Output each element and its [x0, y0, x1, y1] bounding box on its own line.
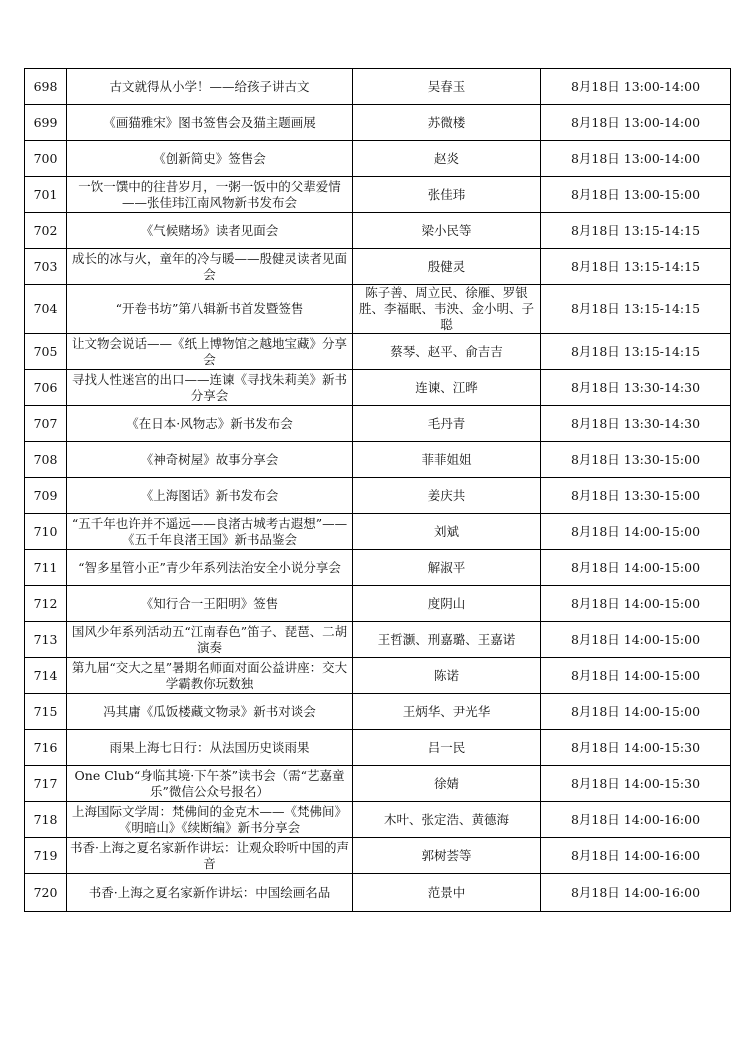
event-number: 710: [25, 514, 67, 550]
event-number: 705: [25, 334, 67, 370]
table-row: [25, 141, 731, 177]
event-guests: 吕一民: [353, 730, 541, 766]
event-guests: 赵炎: [353, 141, 541, 177]
event-number: 718: [25, 802, 67, 838]
event-guests: 毛丹青: [353, 406, 541, 442]
event-guests: 苏微楼: [353, 105, 541, 141]
event-time: 8月18日 14:00-15:30: [541, 766, 731, 802]
event-time: 8月18日 14:00-15:00: [541, 658, 731, 694]
event-time: 8月18日 13:30-14:30: [541, 370, 731, 406]
event-number: 708: [25, 442, 67, 478]
event-number: 700: [25, 141, 67, 177]
event-number: 716: [25, 730, 67, 766]
event-title: 成长的冰与火，童年的冷与暖——殷健灵读者见面会: [67, 249, 353, 285]
table-row: [25, 514, 731, 550]
event-title: 《气候赌场》读者见面会: [67, 213, 353, 249]
event-guests: 范景中: [353, 874, 541, 912]
event-time: 8月18日 13:30-15:00: [541, 442, 731, 478]
table-row: [25, 105, 731, 141]
event-title: 书香·上海之夏名家新作讲坛：中国绘画名品: [67, 874, 353, 912]
event-time: 8月18日 14:00-15:30: [541, 730, 731, 766]
event-number: 720: [25, 874, 67, 912]
event-time: 8月18日 13:00-14:00: [541, 141, 731, 177]
event-title: 第九届“交大之星”暑期名师面对面公益讲座：交大学霸教你玩数独: [67, 658, 353, 694]
event-time: 8月18日 14:00-15:00: [541, 514, 731, 550]
table-row: [25, 694, 731, 730]
table-row: [25, 285, 731, 334]
table-row: [25, 213, 731, 249]
event-title: 《在日本·风物志》新书发布会: [67, 406, 353, 442]
event-title: 冯其庸《瓜饭楼藏文物录》新书对谈会: [67, 694, 353, 730]
event-guests: 连谏、江晔: [353, 370, 541, 406]
event-time: 8月18日 13:00-14:00: [541, 69, 731, 105]
event-number: 719: [25, 838, 67, 874]
event-guests: 度阴山: [353, 586, 541, 622]
table-row: [25, 478, 731, 514]
event-number: 717: [25, 766, 67, 802]
event-title: 《知行合一王阳明》签售: [67, 586, 353, 622]
event-time: 8月18日 14:00-15:00: [541, 694, 731, 730]
event-guests: 解淑平: [353, 550, 541, 586]
event-number: 702: [25, 213, 67, 249]
event-time: 8月18日 13:15-14:15: [541, 334, 731, 370]
event-guests: 吴春玉: [353, 69, 541, 105]
event-time: 8月18日 14:00-15:00: [541, 586, 731, 622]
table-row: [25, 406, 731, 442]
event-title: 让文物会说话——《纸上博物馆之越地宝藏》分享会: [67, 334, 353, 370]
event-number: 709: [25, 478, 67, 514]
table-row: [25, 550, 731, 586]
event-guests: 蔡琴、赵平、俞吉吉: [353, 334, 541, 370]
event-title: 《画猫雅宋》图书签售会及猫主题画展: [67, 105, 353, 141]
event-guests: 木叶、张定浩、黄德海: [353, 802, 541, 838]
event-time: 8月18日 13:30-15:00: [541, 478, 731, 514]
event-guests: 菲菲姐姐: [353, 442, 541, 478]
event-number: 715: [25, 694, 67, 730]
event-time: 8月18日 13:30-14:30: [541, 406, 731, 442]
event-title: 《创新简史》签售会: [67, 141, 353, 177]
event-time: 8月18日 14:00-16:00: [541, 802, 731, 838]
event-title: 上海国际文学周：梵佛间的金克木——《梵佛间》《明暗山》《续断编》新书分享会: [67, 802, 353, 838]
event-time: 8月18日 13:00-15:00: [541, 177, 731, 213]
event-title: 古文就得从小学！——给孩子讲古文: [67, 69, 353, 105]
event-title: 国风少年系列活动五“江南春色”笛子、琵琶、二胡演奏: [67, 622, 353, 658]
event-guests: 徐婧: [353, 766, 541, 802]
event-time: 8月18日 14:00-15:00: [541, 622, 731, 658]
event-title: “开卷书坊”第八辑新书首发暨签售: [67, 285, 353, 334]
event-guests: 刘斌: [353, 514, 541, 550]
table-row: [25, 249, 731, 285]
table-row: [25, 802, 731, 838]
event-number: 713: [25, 622, 67, 658]
event-title: 书香·上海之夏名家新作讲坛：让观众聆听中国的声音: [67, 838, 353, 874]
event-guests: 梁小民等: [353, 213, 541, 249]
table-row: [25, 838, 731, 874]
event-time: 8月18日 14:00-16:00: [541, 838, 731, 874]
event-guests: 陈诺: [353, 658, 541, 694]
table-row: [25, 370, 731, 406]
table-row: [25, 586, 731, 622]
event-title: 《上海图话》新书发布会: [67, 478, 353, 514]
event-title: 雨果上海七日行：从法国历史谈雨果: [67, 730, 353, 766]
event-number: 714: [25, 658, 67, 694]
event-title: “五千年也许并不遥远——良渚古城考古遐想”——《五千年良渚王国》新书品鉴会: [67, 514, 353, 550]
event-number: 699: [25, 105, 67, 141]
event-number: 701: [25, 177, 67, 213]
table-row: [25, 177, 731, 213]
event-number: 703: [25, 249, 67, 285]
table-row: [25, 658, 731, 694]
table-row: [25, 442, 731, 478]
event-guests: 王炳华、尹光华: [353, 694, 541, 730]
table-row: [25, 730, 731, 766]
event-title: “智多星管小正”青少年系列法治安全小说分享会: [67, 550, 353, 586]
table-row: [25, 766, 731, 802]
event-guests: 殷健灵: [353, 249, 541, 285]
event-title: 寻找人性迷宫的出口——连谏《寻找朱莉美》新书分享会: [67, 370, 353, 406]
event-number: 712: [25, 586, 67, 622]
event-number: 698: [25, 69, 67, 105]
event-number: 711: [25, 550, 67, 586]
event-guests: 郭树荟等: [353, 838, 541, 874]
schedule-sheet: [24, 68, 730, 912]
event-schedule-table: [24, 68, 731, 912]
event-time: 8月18日 13:15-14:15: [541, 249, 731, 285]
table-row: [25, 334, 731, 370]
event-time: 8月18日 13:00-14:00: [541, 105, 731, 141]
table-row: [25, 874, 731, 912]
event-guests: 姜庆共: [353, 478, 541, 514]
event-number: 704: [25, 285, 67, 334]
event-number: 706: [25, 370, 67, 406]
event-guests: 陈子善、周立民、徐雁、罗银胜、李福眠、韦泱、金小明、子聪: [353, 285, 541, 334]
table-row: [25, 69, 731, 105]
event-title: 《神奇树屋》故事分享会: [67, 442, 353, 478]
event-number: 707: [25, 406, 67, 442]
event-title: 一饮一馔中的往昔岁月，一粥一饭中的父辈爱情——张佳玮江南风物新书发布会: [67, 177, 353, 213]
event-time: 8月18日 13:15-14:15: [541, 285, 731, 334]
event-title: One Club“身临其境·下午茶”读书会（需“艺嘉童乐”微信公众号报名）: [67, 766, 353, 802]
event-time: 8月18日 14:00-15:00: [541, 550, 731, 586]
event-guests: 张佳玮: [353, 177, 541, 213]
table-body: [25, 69, 731, 912]
table-row: [25, 622, 731, 658]
event-time: 8月18日 13:15-14:15: [541, 213, 731, 249]
event-time: 8月18日 14:00-16:00: [541, 874, 731, 912]
event-guests: 王哲灏、刑嘉璐、王嘉诺: [353, 622, 541, 658]
